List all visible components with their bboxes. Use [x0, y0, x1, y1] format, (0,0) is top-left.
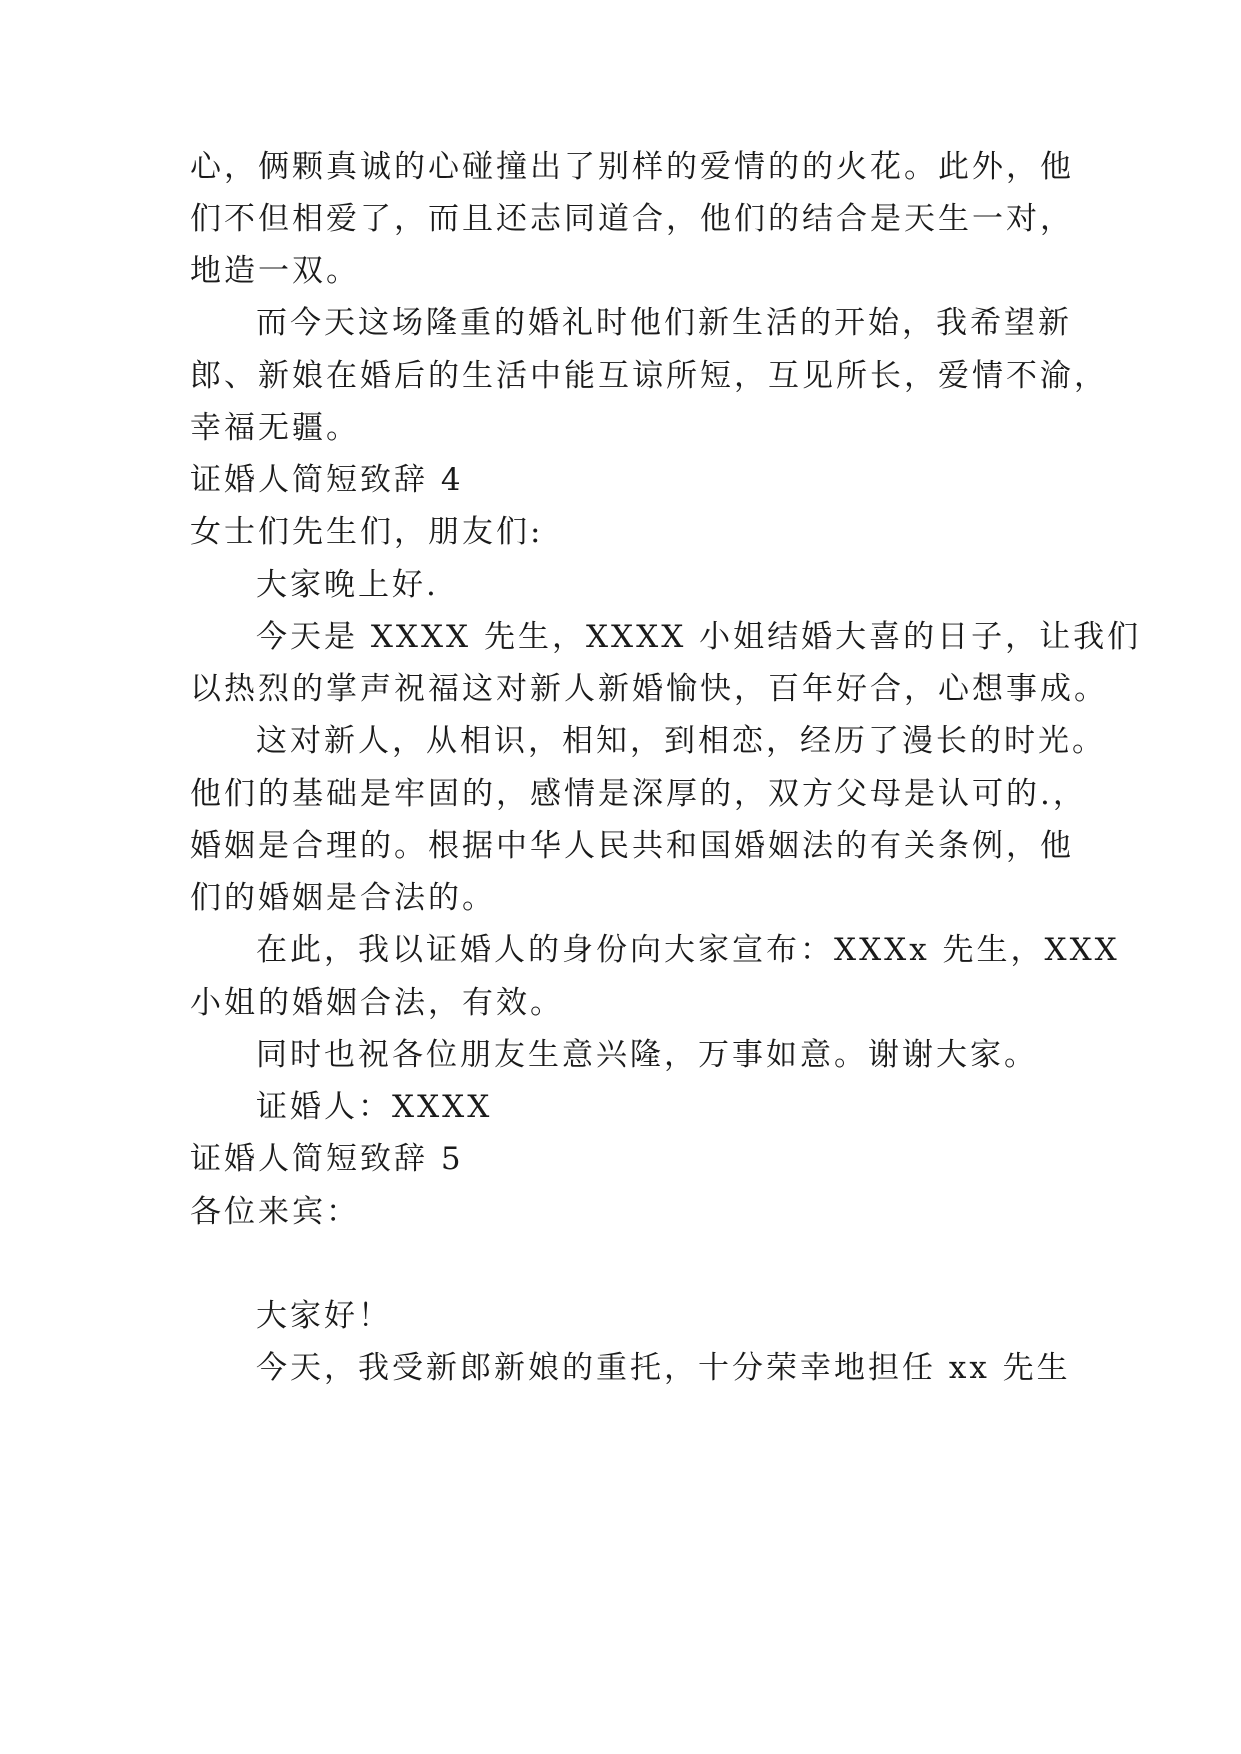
paragraph-line: 同时也祝各位朋友生意兴隆，万事如意。谢谢大家。: [256, 1037, 1038, 1073]
salutation: 各位来宾：: [190, 1194, 360, 1230]
section-heading: 证婚人简短致辞 5: [190, 1141, 464, 1177]
paragraph-line: 他们的基础是牢固的，感情是深厚的，双方父母是认可的.，: [190, 776, 1087, 812]
paragraph-line: 在此，我以证婚人的身份向大家宣布：XXXx 先生，XXX: [256, 932, 1120, 968]
salutation: 女士们先生们，朋友们:: [190, 514, 544, 550]
paragraph-line: 们的婚姻是合法的。: [190, 880, 496, 916]
paragraph-line: 这对新人，从相识，相知，到相恋，经历了漫长的时光。: [256, 723, 1106, 759]
paragraph-line: 婚姻是合理的。根据中华人民共和国婚姻法的有关条例，他: [190, 828, 1074, 864]
paragraph-line: 小姐的婚姻合法，有效。: [190, 985, 564, 1021]
paragraph-line: 们不但相爱了，而且还志同道合，他们的结合是天生一对，: [190, 201, 1074, 237]
paragraph-line: 心，俩颗真诚的心碰撞出了别样的爱情的的火花。此外，他: [190, 149, 1074, 185]
paragraph-line: 今天，我受新郎新娘的重托，十分荣幸地担任 xx 先生: [256, 1350, 1071, 1386]
greeting: 大家晚上好.: [256, 567, 439, 603]
paragraph-line: 地造一双。: [190, 253, 360, 289]
signature-line: 证婚人：XXXX: [256, 1089, 493, 1125]
paragraph-line: 今天是 XXXX 先生，XXXX 小姐结婚大喜的日子，让我们: [256, 619, 1142, 655]
paragraph-line: 以热烈的掌声祝福这对新人新婚愉快，百年好合，心想事成。: [190, 671, 1108, 707]
paragraph-line: 郎、新娘在婚后的生活中能互谅所短，互见所长，爱情不渝，: [190, 358, 1108, 394]
paragraph-line: 而今天这场隆重的婚礼时他们新生活的开始，我希望新: [256, 305, 1072, 341]
section-heading: 证婚人简短致辞 4: [190, 462, 464, 498]
paragraph-line: 幸福无疆。: [190, 410, 360, 446]
greeting: 大家好！: [256, 1298, 392, 1334]
